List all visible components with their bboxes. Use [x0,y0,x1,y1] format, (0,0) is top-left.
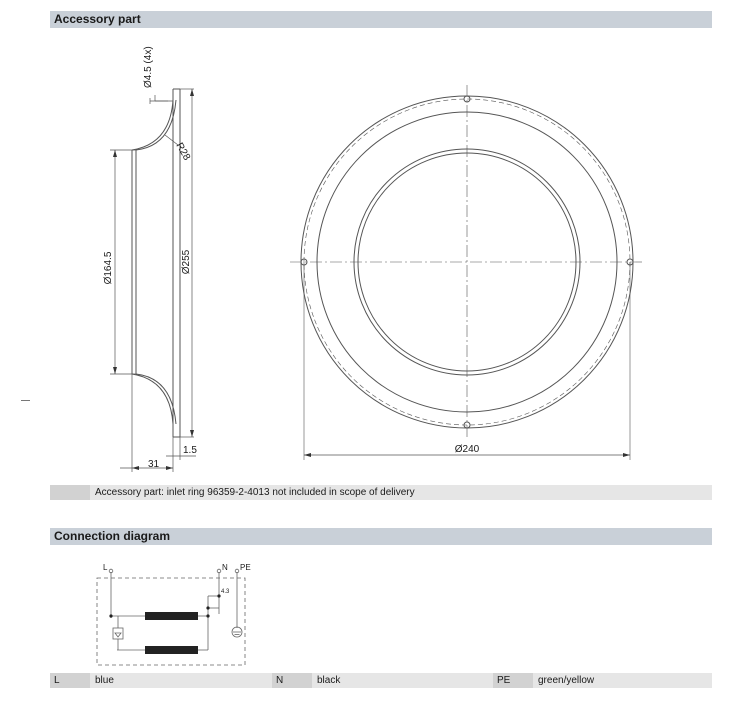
section-title: Connection diagram [54,529,171,543]
legend-code-l: L [50,673,90,688]
legend-code-n: N [272,673,312,688]
connection-diagram [0,548,300,673]
dim-radius-label: R28 [173,141,193,163]
dim-inner-diameter-label: Ø164.5 [103,251,114,285]
section-header-connection-diagram [50,528,712,545]
diagram-label-n: N [222,563,228,572]
wiring-legend [50,673,712,688]
section-title: Accessory part [54,12,141,26]
dim-outer-diameter-label: Ø255 [181,249,192,275]
diagram-label-pe: PE [240,563,251,572]
margin-mark [21,400,30,401]
legend-color-pe: green/yellow [538,675,595,686]
legend-code-pe: PE [493,673,533,688]
note-swatch [50,485,90,500]
dim-depth-label: 31 [148,459,160,470]
diagram-label-small: 4.3 [221,589,230,595]
legend-color-n: black [317,675,341,686]
dim-bolt-circle-label: Ø240 [454,444,480,455]
accessory-note: Accessory part: inlet ring 96359-2-4013 not included in scope of delivery [95,487,415,498]
dim-thickness-label: 1.5 [183,445,197,456]
accessory-note-bar [50,485,712,500]
legend-color-l: blue [95,675,114,686]
dim-hole-label: Ø4.5 (4x) [143,46,154,88]
diagram-label-l: L [103,563,108,572]
